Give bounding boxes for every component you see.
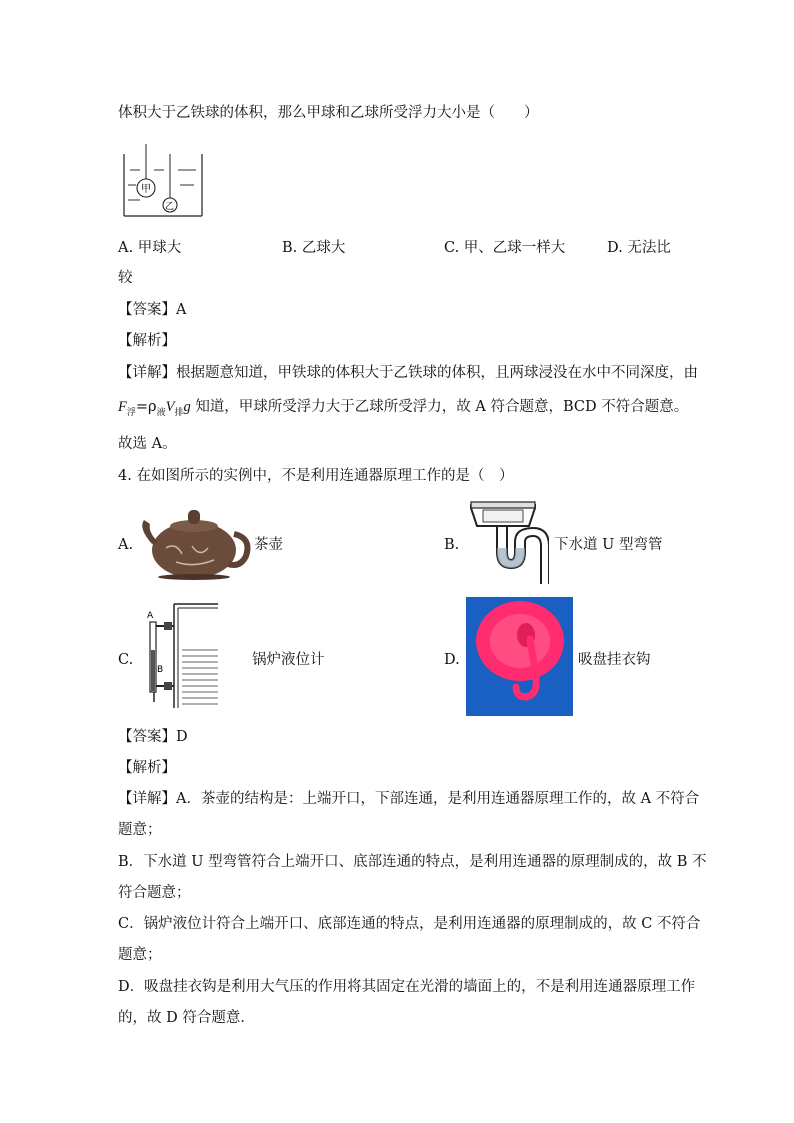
q4-detail-line-5: C．锅炉液位计符合上端开口、底部连通的特点，是利用连通器的原理制成的，故 C 不符合 <box>118 916 701 932</box>
q4-option-b-letter[interactable]: B. <box>444 537 460 553</box>
q4-detail-line-7: D．吸盘挂衣钩是利用大气压的作用将其固定在光滑的墙面上的，不是利用连通器原理工作 <box>118 979 696 995</box>
q3-option-d-wrap: 较 <box>118 270 133 286</box>
q4-detail-line-4: 符合题意； <box>118 885 191 901</box>
q4-option-a-letter[interactable]: A. <box>118 537 134 553</box>
q3-container-figure <box>118 140 208 220</box>
q4-option-c-label: 锅炉液位计 <box>252 652 325 668</box>
ball-jia-label: 甲 <box>141 184 151 195</box>
boiler-label-b: B <box>157 665 164 675</box>
q4-detail-line-3: B．下水道 U 型弯管符合上端开口、底部连通的特点，是利用连通器的原理制成的，故 B 不 <box>118 854 707 870</box>
q3-option-a[interactable]: A. 甲球大 <box>118 240 182 256</box>
q4-detail-line-1: 【详解】A．茶壶的结构是：上端开口，下部连通，是利用连通器原理工作的，故 A 不符合 <box>118 791 700 807</box>
teapot-image <box>136 498 254 582</box>
q4-answer: 【答案】D <box>118 729 188 745</box>
q4-option-a-label: 茶壶 <box>254 537 283 553</box>
q3-conclusion: 故选 A。 <box>118 436 177 452</box>
q3-stem-tail: 体积大于乙铁球的体积，那么甲球和乙球所受浮力大小是（ ） <box>118 105 539 121</box>
q4-option-b-text: 下水道 U 型弯管 <box>554 537 663 553</box>
q3-detail-line1: 【详解】根据题意知道，甲铁球的体积大于乙铁球的体积，且两球浸没在水中不同深度，由 <box>118 365 698 381</box>
ball-yi-label: 乙 <box>165 202 175 212</box>
u-pipe-image <box>467 498 549 588</box>
q3-analysis-title: 【解析】 <box>118 333 176 349</box>
buoyancy-formula: $F_浮=\rho_液V_排g$ <box>118 399 191 418</box>
boiler-label-a: A <box>147 611 154 621</box>
q4-option-d-label: 吸盘挂衣钩 <box>578 652 651 668</box>
q3-option-c[interactable]: C. 甲、乙球一样大 <box>444 240 566 256</box>
q4-analysis-title: 【解析】 <box>118 760 176 776</box>
q3-answer: 【答案】A <box>118 302 187 318</box>
q4-detail-line-8: 的，故 D 符合题意． <box>118 1010 255 1026</box>
q3-detail-line2: $F_浮=\rho_液V_排g$ 知道，甲球所受浮力大于乙球所受浮力，故 A 符合题意，BCD 不符合题意。 <box>118 399 689 418</box>
q4-detail-line-2: 题意； <box>118 822 162 838</box>
suction-hook-image <box>466 597 573 716</box>
q4-detail-line-6: 题意； <box>118 947 162 963</box>
q3-option-b[interactable]: B. 乙球大 <box>282 240 346 256</box>
q4-stem: 4. 在如图所示的实例中，不是利用连通器原理工作的是（ ） <box>118 468 514 484</box>
q4-option-d-letter[interactable]: D. <box>444 652 460 668</box>
q4-option-c-letter[interactable]: C. <box>118 652 134 668</box>
boiler-gauge-image <box>140 600 220 710</box>
q3-option-d[interactable]: D. 无法比 <box>607 240 671 256</box>
